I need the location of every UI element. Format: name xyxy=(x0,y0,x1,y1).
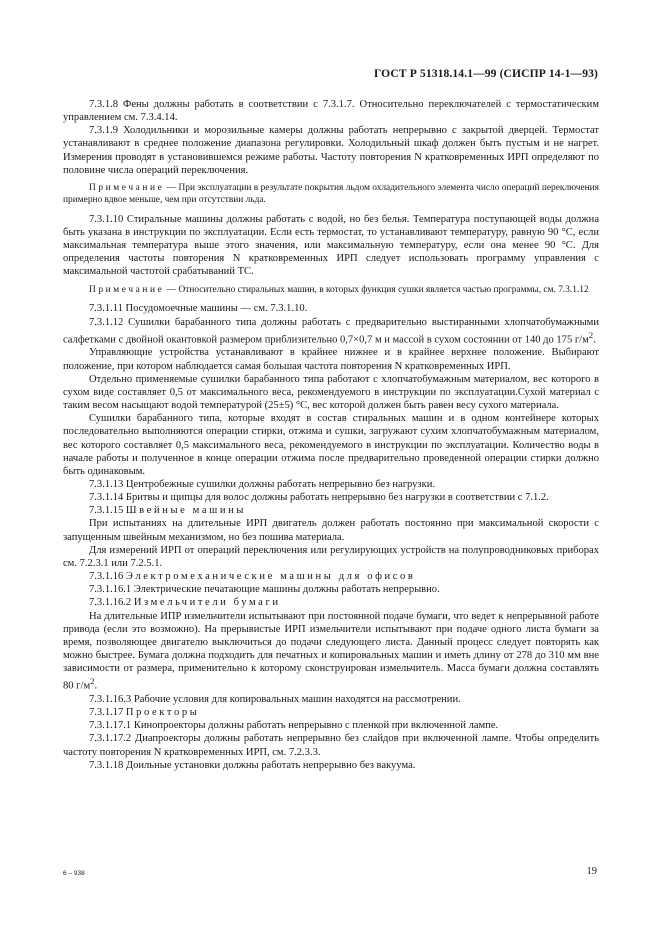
paragraph-text: На длительные ИПР измельчители испытывают при постоянной подаче бумаги, что ведет к непрерывной работе привода (если это возможно). На прерывистые ИРП измельчители испытывают при подаче одного листа бумаги за время, позволяющее двигателю выключиться до подачи следующего листа. Данный процесс следует повторять как можно быстрее. Бумага должна подходить для печатных и копировальных машин и иметь длину от 278 до 310 мм вне зависимости от размера, применительно к которому сконструирован измельчитель. Масса бумаги должна составлять 80 г/м xyxy=(63,610,599,692)
paragraph: 7.3.1.8 Фены должны работать в соответствии с 7.3.1.7. Относительно переключателей с термостатическим управлением см. 7.3.4.14. xyxy=(63,99,599,124)
note-text: — При эксплуатации в результате покрытия льдом охладительного элемента число операций переключения примерно вдвое меньше, чем при отсутствии льда. xyxy=(63,182,599,205)
section-title: Швейные машины xyxy=(125,505,247,517)
note-label: Примечание xyxy=(89,182,165,193)
section-heading xyxy=(63,504,599,517)
paragraph: Отдельно применяемые сушилки барабанного типа работают с хлопчатобумажным материалом, вес которого в сухом виде составляет 0,5 от максимального веса, рекомендуемого в инструкции по эксплуатации.Сухой материал с таким весом насыщают водой температурой (25±5) °С, вес которой должен быть равен весу сухого материала. xyxy=(63,373,599,412)
note-text: — Относительно стиральных машин, в которых функция сушки является частью программы, см. 7.3.1.12 xyxy=(164,284,589,295)
section-title: Проекторы xyxy=(125,707,200,719)
superscript: 2 xyxy=(588,329,594,340)
paragraph xyxy=(63,610,599,693)
paragraph: 7.3.1.17.2 Диапроекторы должны работать непрерывно без слайдов при включенной лампе. Чтобы определить частоту повторения N кратковременных ИРП, см. 7.2.3.3. xyxy=(63,733,599,758)
document-body xyxy=(63,98,599,772)
paragraph: 7.3.1.10 Стиральные машины должны работать с водой, но без белья. Температура поступающей воды должна быть указана в инструкции по эксплуатации. Если есть термостат, то устанавливают температуру, равную 90 °С, если максимальная температура выше этого значения, или максимальную температуру, если она менее 90 °С. Для определения частоты повторения N кратковременных ИРП следует использовать программу управления с максимальной частотой срабатываний ТС. xyxy=(63,213,599,278)
document-header: ГОСТ Р 51318.14.1—99 (СИСПР 14-1—93) xyxy=(373,67,598,80)
paragraph: 7.3.1.11 Посудомоечные машины — см. 7.3.1.10. xyxy=(89,303,308,315)
paragraph-end: . xyxy=(593,334,596,346)
section-heading xyxy=(63,570,599,583)
paragraph: Для измерений ИРП от операций переключения или регулирующих устройств на полупроводниковых приборах см. 7.2.3.1 или 7.2.5.1. xyxy=(63,544,599,569)
print-code: 6 – 938 xyxy=(63,870,85,877)
section-heading xyxy=(63,596,599,609)
paragraph: 7.3.1.14 Бритвы и щипцы для волос должны работать непрерывно без нагрузки в соответствии с 7.1.2. xyxy=(89,492,549,504)
paragraph-text: 7.3.1.12 Сушилки барабанного типа должны работать с предварительно выстиранными хлопчатобумажными салфетками с двойной окантовкой размером приблизительно 0,7×0,7 м и массой в сухом состоянии от 140 до 175 г/м xyxy=(63,316,599,346)
paragraph: Сушилки барабанного типа, которые входят в состав стиральных машин и в одном контейнере которых последовательно выполняются операции стирки, отжима и сушки, загружают сухим хлопчатобумажным материалом, вес которого составляет 0,5 максимального веса, рекомендуемого в инструкции по эксплуатации. Количество воды в начале работы и полученное в конце операции отжима после предварительно проведенной операции стирки должно быть одинаковым. xyxy=(63,413,599,477)
paragraph: 7.3.1.13 Центробежные сушилки должны работать непрерывно без нагрузки. xyxy=(89,478,435,490)
note xyxy=(63,183,599,207)
paragraph: 7.3.1.18 Доильные установки должны работать непрерывно без вакуума. xyxy=(89,759,416,771)
section-number: 7.3.1.15 xyxy=(89,505,126,517)
note-label: Примечание xyxy=(89,284,165,295)
superscript: 2 xyxy=(90,676,95,687)
section-number: 7.3.1.16.2 xyxy=(89,597,134,609)
section-heading xyxy=(63,706,599,719)
paragraph-end: . xyxy=(94,680,98,692)
paragraph: 7.3.1.9 Холодильники и морозильные камеры должны работать непрерывно с закрытой дверцей. Термостат устанавливают в среднее положение диапазона регулировки. Холодильный шкаф должен быть пустым и не нагрет. Измерения проводят в установившемся режиме работы. Частоту повторения N кратковременных ИРП определяют по половине числа операций переключения. xyxy=(63,125,599,176)
paragraph: 7.3.1.17.1 Кинопроекторы должны работать непрерывно с пленкой при включенной лампе. xyxy=(89,720,499,732)
paragraph: Управляющие устройства устанавливают в крайнее нижнее и в крайнее верхнее положение. Выбирают положение, при котором наблюдается самая большая частота повторения N кратковременных ИРП. xyxy=(63,347,599,372)
paragraph: 7.3.1.16.1 Электрические печатающие машины должны работать непрерывно. xyxy=(89,584,440,596)
paragraph xyxy=(63,316,599,347)
section-title: Электромеханические машины для офисов xyxy=(125,571,416,583)
section-number: 7.3.1.16 xyxy=(89,571,126,583)
section-number: 7.3.1.17 xyxy=(89,707,126,719)
note xyxy=(63,285,599,297)
paragraph: При испытаниях на длительные ИРП двигатель должен работать постоянно при максимальной скорости с запущенным швейным механизмом, но без пошива материала. xyxy=(63,518,599,543)
paragraph: 7.3.1.16.3 Рабочие условия для копировальных машин находятся на рассмотрении. xyxy=(89,694,461,705)
page-number: 19 xyxy=(586,866,597,877)
section-title: Измельчители бумаги xyxy=(133,597,281,609)
